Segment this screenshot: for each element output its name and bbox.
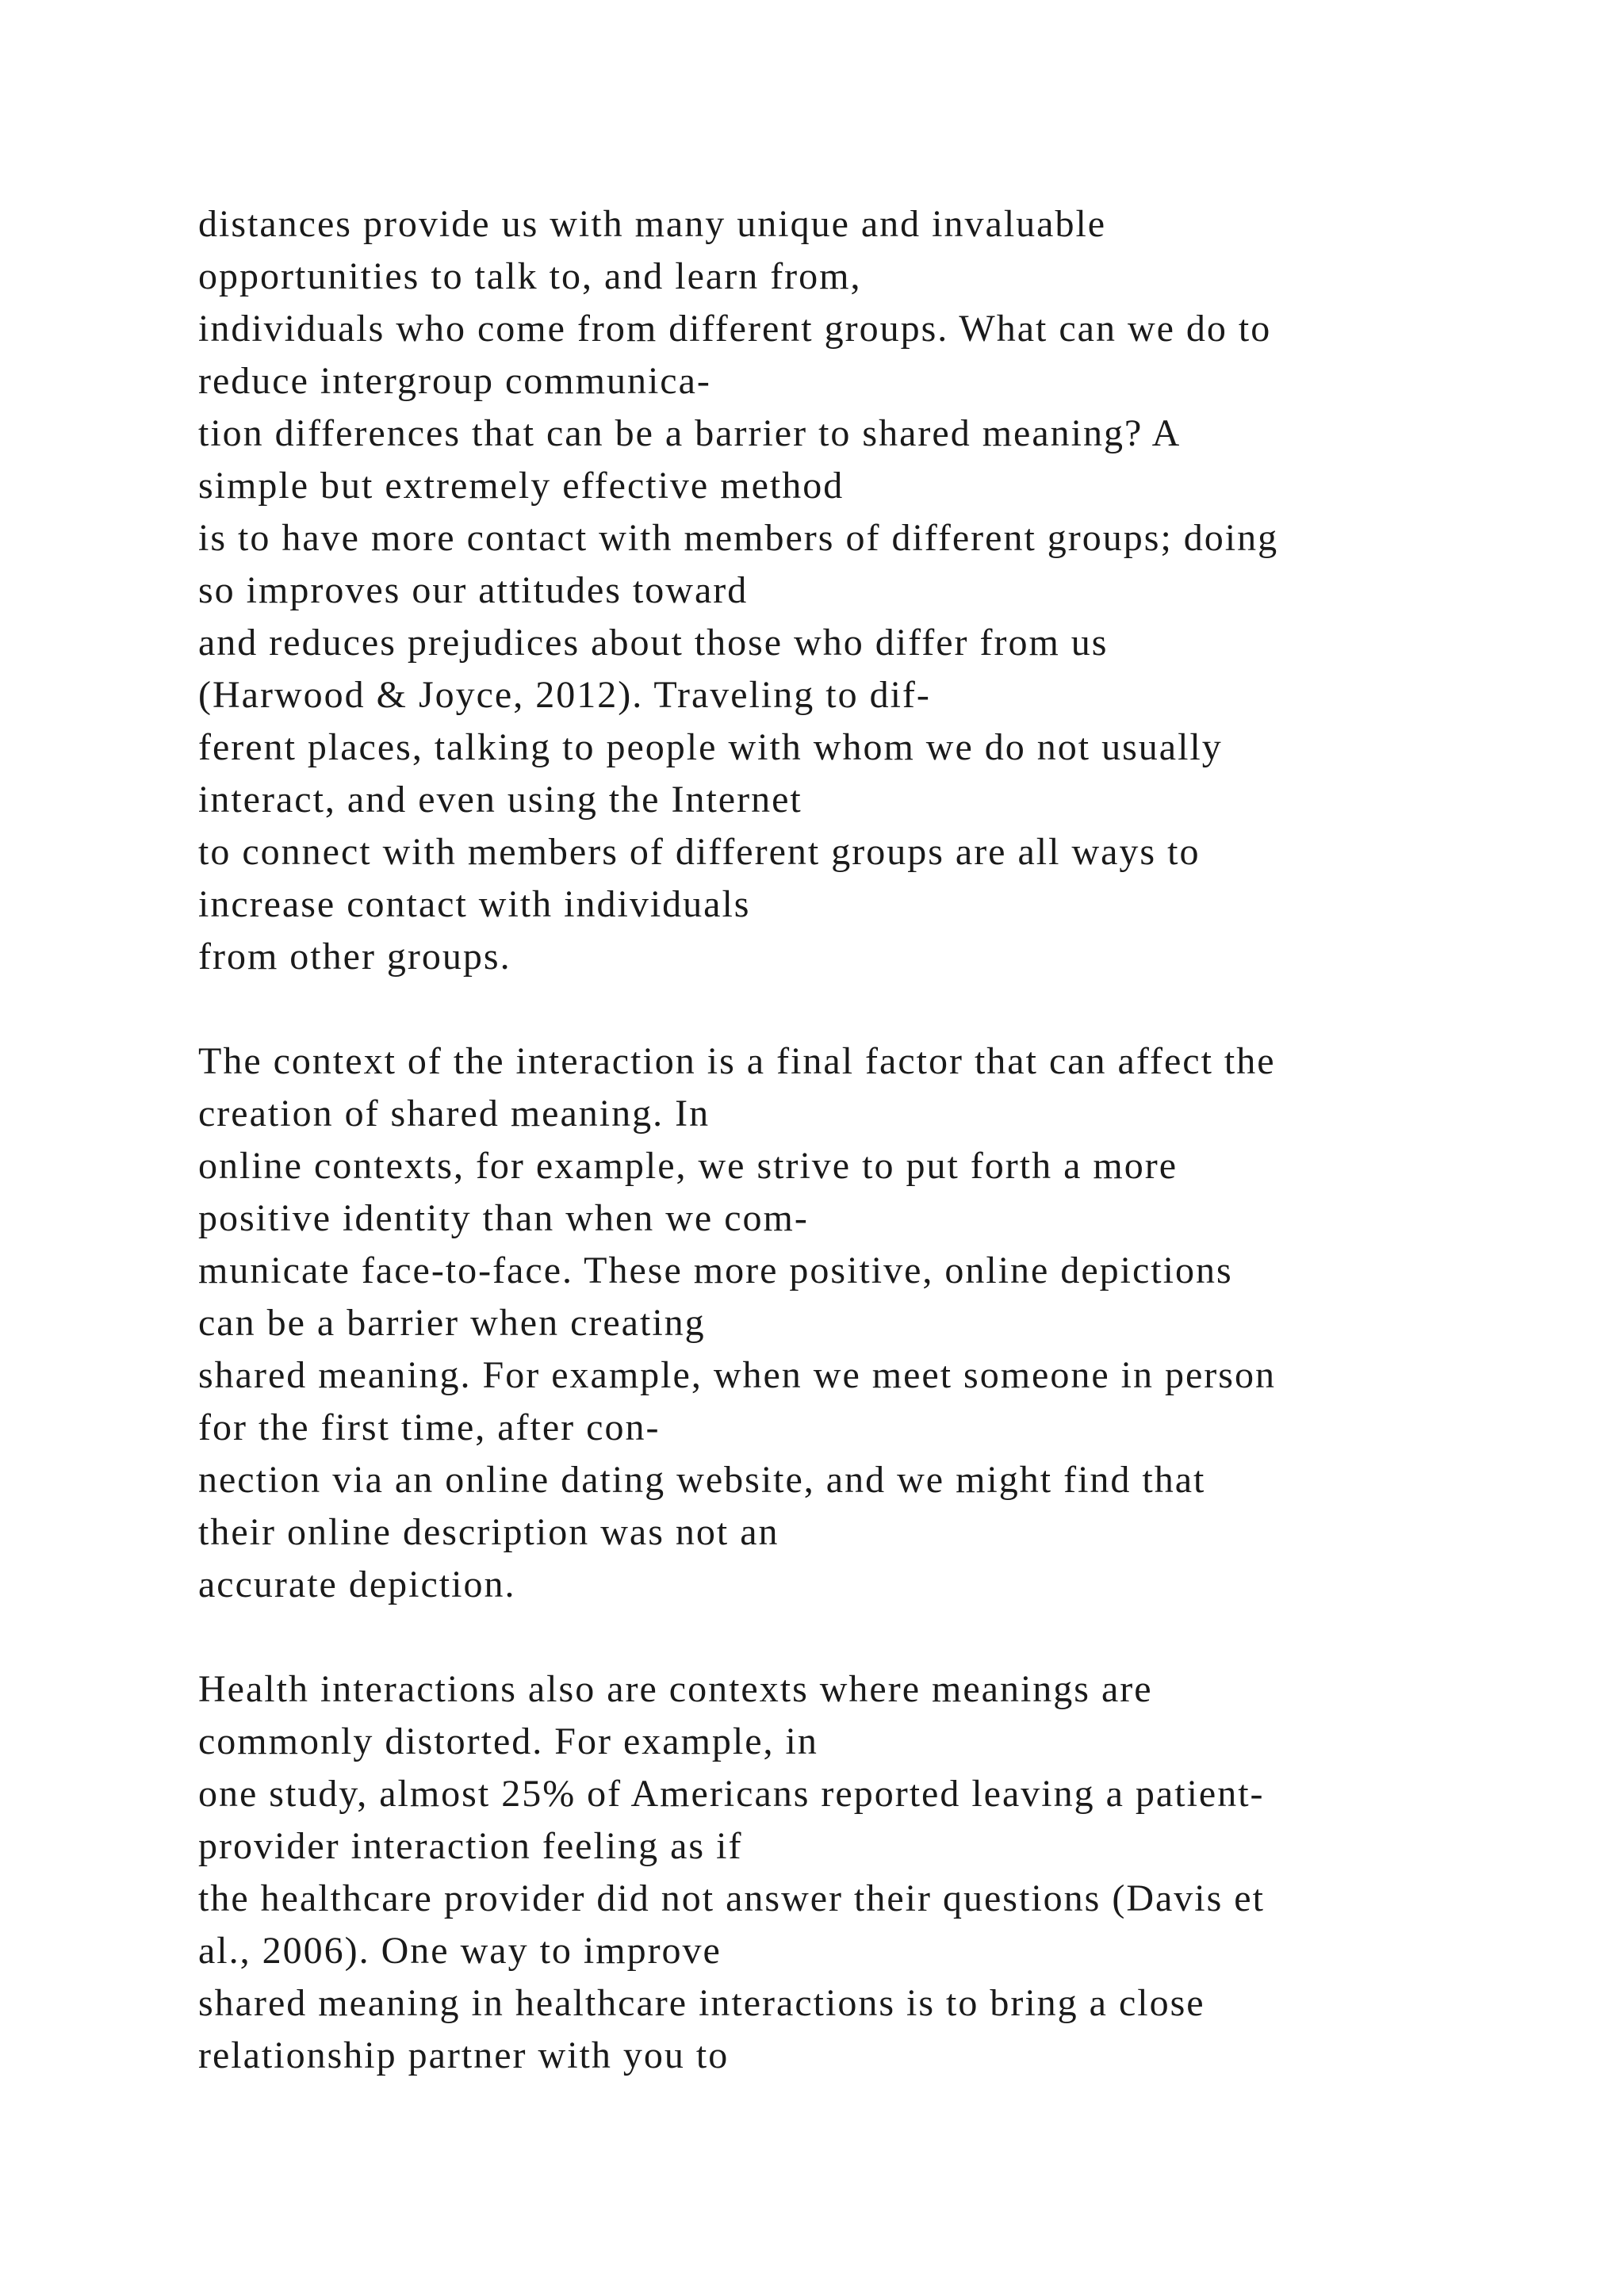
text-line: individuals who come from different groups. What can we do to [198, 308, 1272, 350]
text-line: increase contact with individuals [198, 883, 751, 925]
paragraph-contact [198, 198, 1546, 983]
text-line: interact, and even using the Internet [198, 779, 802, 821]
text-line: one study, almost 25% of Americans reported leaving a patient- [198, 1773, 1265, 1815]
text-line: their online description was not an [198, 1511, 779, 1553]
text-line: commonly distorted. For example, in [198, 1720, 818, 1762]
text-line: al., 2006). One way to improve [198, 1930, 722, 1972]
text-line: shared meaning in healthcare interactions is to bring a close [198, 1982, 1205, 2024]
text-line: can be a barrier when creating [198, 1302, 706, 1344]
text-line: online contexts, for example, we strive to put forth a more [198, 1145, 1178, 1187]
paragraph-context [198, 1035, 1546, 1611]
text-line: to connect with members of different groups are all ways to [198, 831, 1201, 873]
text-line: nection via an online dating website, and we might find that [198, 1459, 1206, 1501]
paragraph-health [198, 1663, 1546, 2082]
text-line: opportunities to talk to, and learn from, [198, 255, 862, 297]
text-line: ferent places, talking to people with whom we do not usually [198, 726, 1223, 768]
text-line: for the first time, after con- [198, 1406, 661, 1448]
text-line: so improves our attitudes toward [198, 569, 749, 611]
document-body [198, 198, 1546, 2082]
text-line: creation of shared meaning. In [198, 1093, 710, 1135]
text-line: from other groups. [198, 936, 511, 978]
text-line: provider interaction feeling as if [198, 1825, 743, 1867]
text-line: tion differences that can be a barrier to shared meaning? A [198, 412, 1182, 454]
text-line: municate face-to-face. These more positive, online depictions [198, 1249, 1233, 1292]
text-line: distances provide us with many unique and invaluable [198, 203, 1107, 245]
paragraph-gap [198, 1611, 1546, 1663]
text-line: and reduces prejudices about those who differ from us [198, 622, 1109, 664]
text-line: shared meaning. For example, when we meet someone in person [198, 1354, 1276, 1396]
text-line: accurate depiction. [198, 1563, 516, 1605]
text-line: simple but extremely effective method [198, 465, 845, 507]
text-line: is to have more contact with members of different groups; doing [198, 517, 1279, 559]
text-line: The context of the interaction is a final factor that can affect the [198, 1040, 1276, 1082]
text-line: the healthcare provider did not answer their questions (Davis et [198, 1877, 1265, 1919]
text-line: reduce intergroup communica- [198, 360, 711, 402]
paragraph-gap [198, 983, 1546, 1035]
text-line: positive identity than when we com- [198, 1197, 809, 1239]
text-line: Health interactions also are contexts where meanings are [198, 1668, 1153, 1710]
text-line: (Harwood & Joyce, 2012). Traveling to dif- [198, 674, 931, 716]
text-line: relationship partner with you to [198, 2034, 730, 2076]
